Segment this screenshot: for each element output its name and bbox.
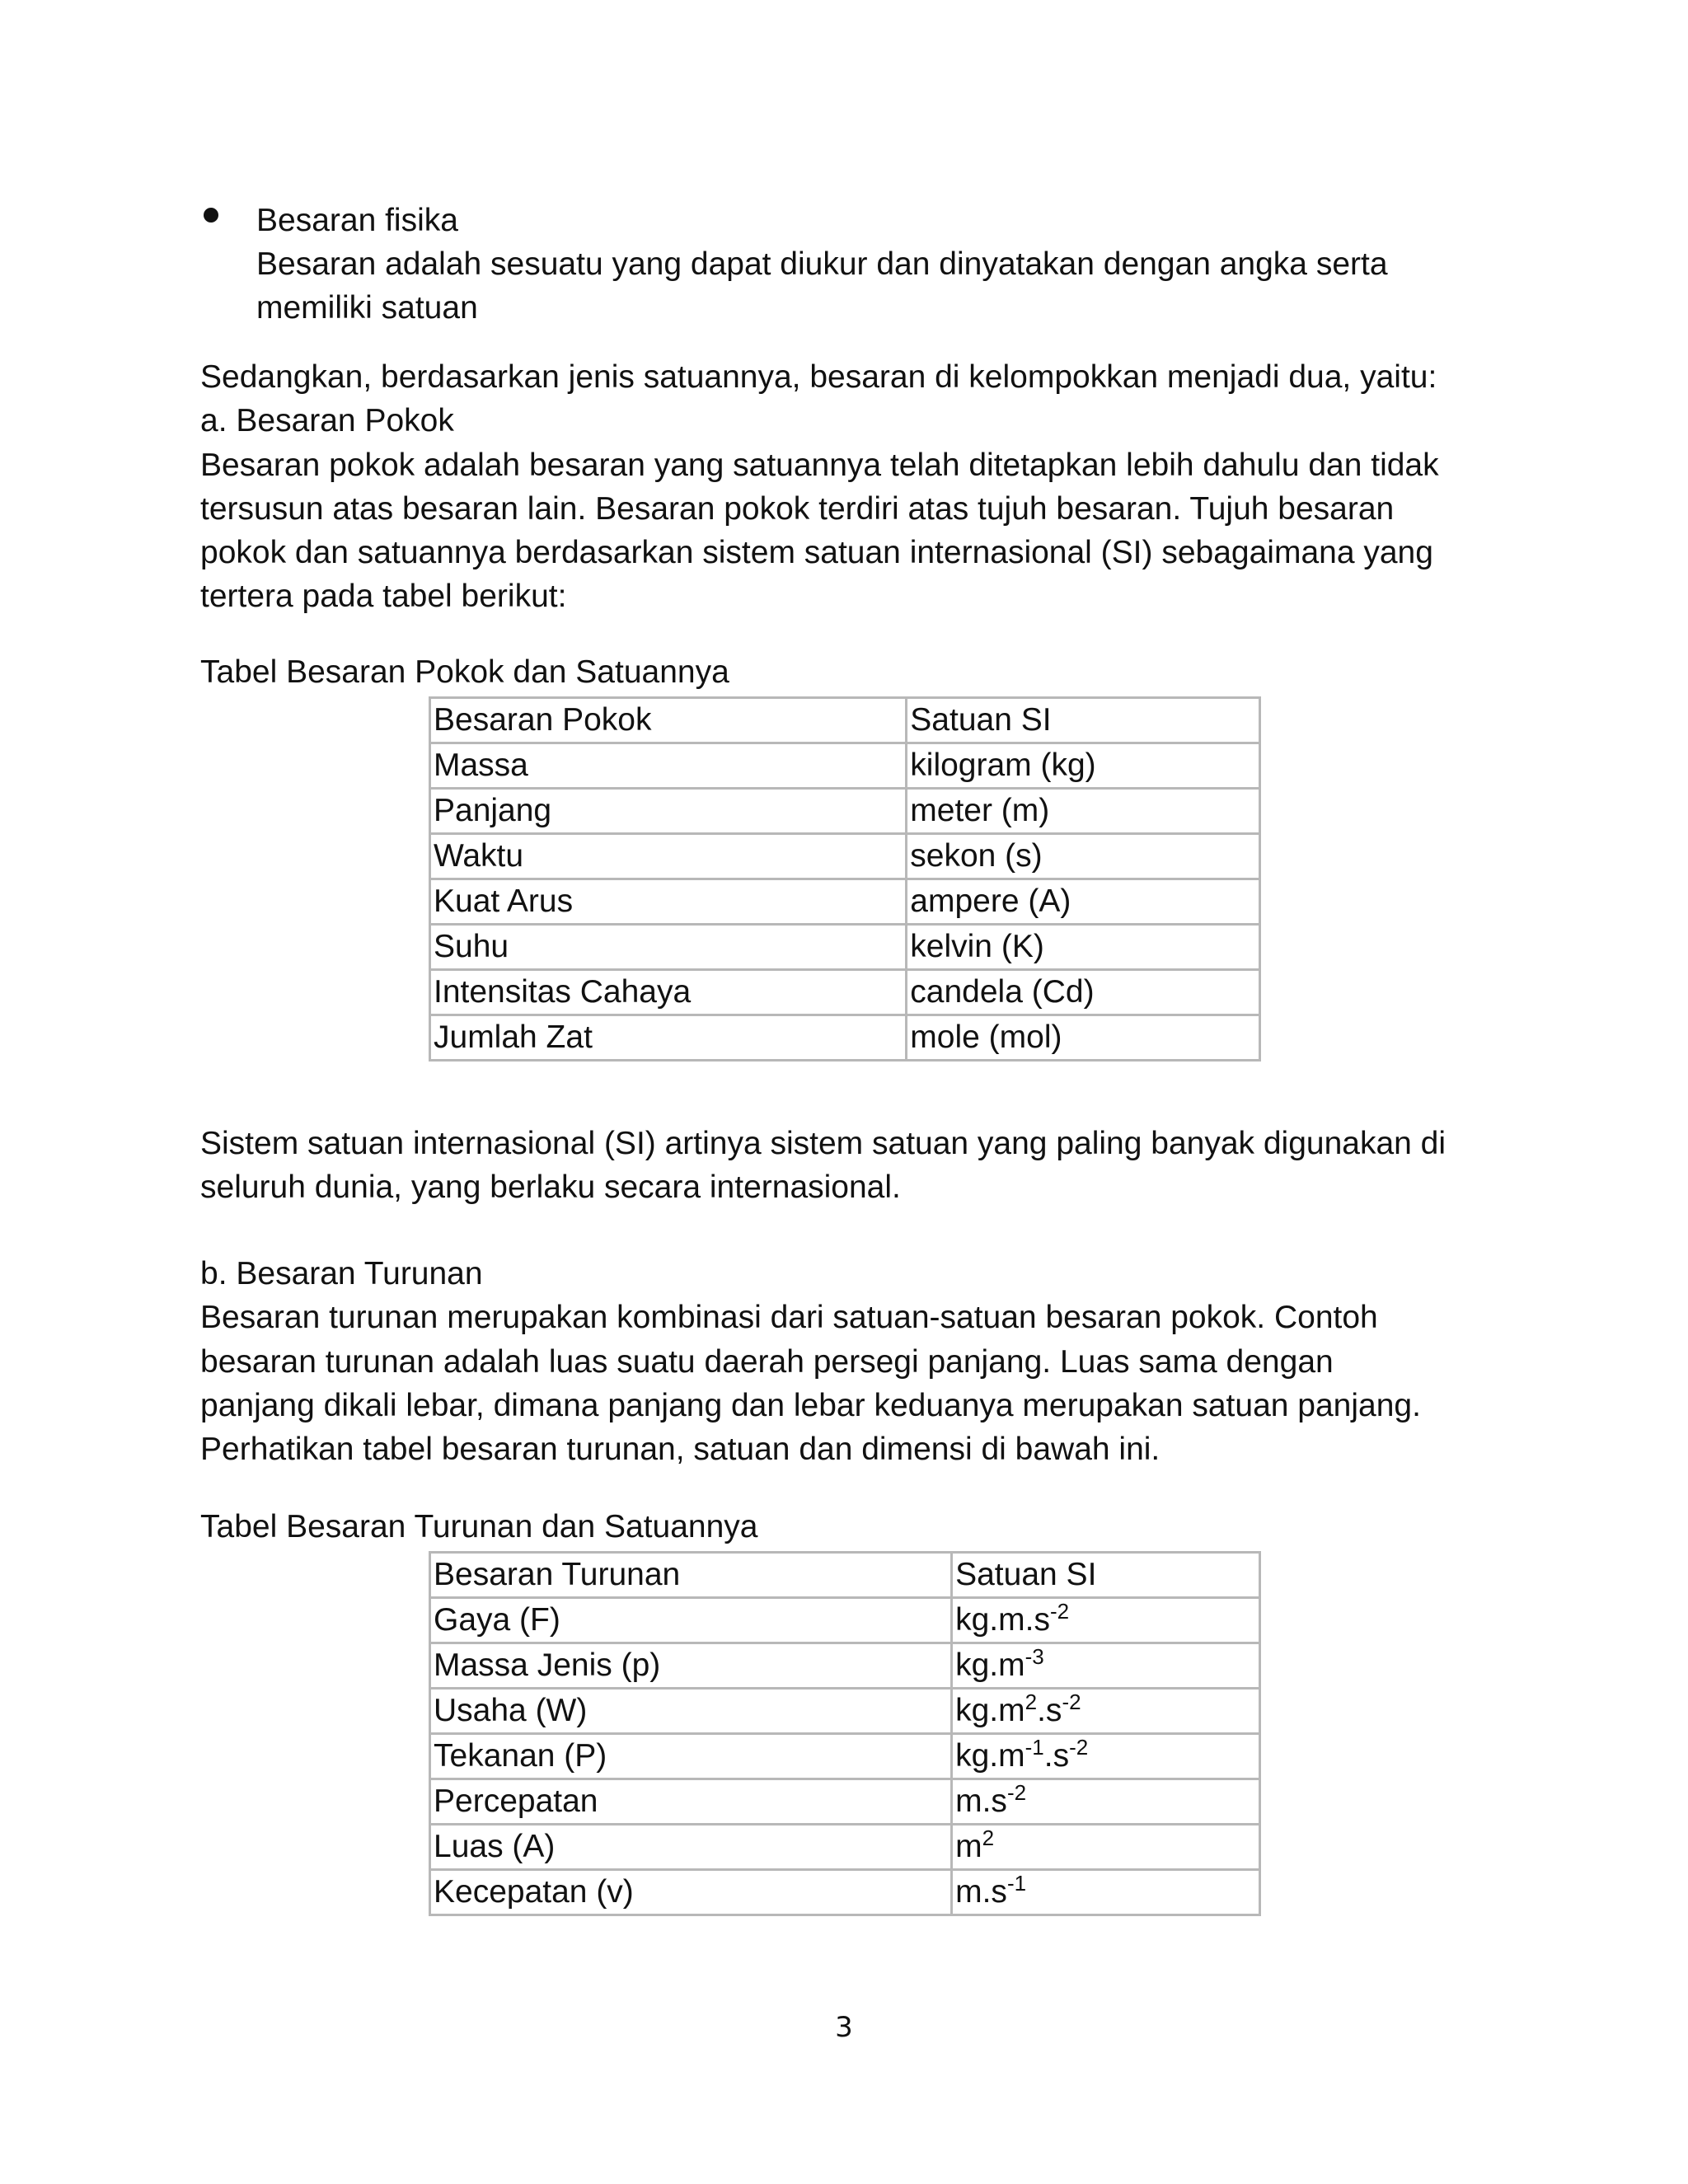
table-row [430,743,1260,789]
bullet-heading: Besaran fisika [256,203,458,238]
unit-base: .s [1043,1738,1070,1774]
unit-cell [952,1598,1260,1643]
table-cell: Massa [430,743,907,789]
unit-exponent: -2 [1006,1780,1027,1805]
table-row [430,1015,1260,1061]
table-cell: mole (mol) [907,1015,1260,1061]
table-row [430,1689,1260,1734]
section-b-heading: b. Besaran Turunan [200,1256,483,1291]
table-cell: Percepatan [430,1779,952,1825]
text-line: Besaran pokok adalah besaran yang satuannya telah ditetapkan lebih dahulu dan tidak [200,447,1439,483]
bullet-block [256,199,1493,330]
table-row [430,970,1260,1015]
table-header-row [430,1553,1260,1598]
table-row [430,1598,1260,1643]
unit-cell [952,1870,1260,1915]
si-note-paragraph [200,1122,1486,1210]
text-line: pokok dan satuannya berdasarkan sistem satuan internasional (SI) sebagaimana yang [200,535,1433,571]
table-row [430,1825,1260,1870]
table2-caption: Tabel Besaran Turunan dan Satuannya [200,1509,758,1544]
unit-cell [952,1779,1260,1825]
table-cell: kilogram (kg) [907,743,1260,789]
table-header-cell: Besaran Pokok [430,698,907,743]
table-cell: Suhu [430,925,907,970]
table-row [430,789,1260,834]
bullet-line: memiliki satuan [256,290,478,326]
table-cell: sekon (s) [907,834,1260,879]
unit-exponent: -2 [1062,1690,1081,1714]
unit-cell [952,1689,1260,1734]
table-cell: Waktu [430,834,907,879]
unit-exponent: 2 [1025,1690,1038,1714]
table-cell: ampere (A) [907,879,1260,925]
text-line: seluruh dunia, yang berlaku secara internasional. [200,1169,901,1206]
table-row [430,1734,1260,1779]
table-header-row [430,698,1260,743]
text-line: tersusun atas besaran lain. Besaran pokok terdiri atas tujuh besaran. Tujuh besaran [200,490,1395,527]
text-line: Sistem satuan internasional (SI) artinya sistem satuan yang paling banyak digunakan di [200,1126,1447,1161]
unit-base: m.s [955,1783,1007,1819]
section-a-heading: a. Besaran Pokok [200,403,454,439]
besaran-pokok-table [429,696,1261,1062]
table-cell: Intensitas Cahaya [430,970,907,1015]
table-row [430,1643,1260,1689]
table-header-cell: Satuan SI [907,698,1260,743]
unit-base: kg.m [955,1738,1025,1774]
table-row [430,1870,1260,1915]
unit-cell [952,1734,1260,1779]
section-b-paragraph [200,1252,1486,1471]
intro-paragraph [200,355,1486,619]
table1-caption: Tabel Besaran Pokok dan Satuannya [200,654,729,690]
table-row [430,925,1260,970]
text-line: panjang dikali lebar, dimana panjang dan lebar keduanya merupakan satuan panjang. [200,1387,1421,1423]
table-cell: candela (Cd) [907,970,1260,1015]
unit-exponent: -2 [1069,1735,1089,1760]
table-cell: meter (m) [907,789,1260,834]
table-cell: Panjang [430,789,907,834]
table-cell: Gaya (F) [430,1598,952,1643]
table-header-cell: Satuan SI [952,1553,1260,1598]
table-cell: Tekanan (P) [430,1734,952,1779]
unit-exponent: -1 [1025,1735,1044,1760]
bullet-line: Besaran adalah sesuatu yang dapat diukur dan dinyatakan dengan angka serta [256,246,1388,282]
unit-base: m [955,1829,982,1864]
table-cell: Kuat Arus [430,879,907,925]
table-cell: Kecepatan (v) [430,1870,952,1915]
unit-base: kg.m [955,1693,1025,1728]
unit-base: .s [1037,1693,1062,1728]
unit-exponent: -3 [1025,1644,1044,1669]
unit-base: kg.m [955,1647,1025,1683]
unit-base: kg.m.s [955,1602,1050,1638]
table-cell: Luas (A) [430,1825,952,1870]
text-line: Perhatikan tabel besaran turunan, satuan dan dimensi di bawah ini. [200,1432,1160,1468]
table-row [430,1779,1260,1825]
text-line: Besaran turunan merupakan kombinasi dari satuan-satuan besaran pokok. Contoh [200,1300,1378,1336]
besaran-turunan-table [429,1551,1261,1916]
unit-base: m.s [955,1874,1007,1910]
unit-exponent: 2 [982,1825,995,1850]
page-number: 3 [835,2011,853,2044]
table-row [430,879,1260,925]
table-cell: Usaha (W) [430,1689,952,1734]
table-cell: Jumlah Zat [430,1015,907,1061]
unit-exponent: -2 [1049,1599,1070,1624]
table-row [430,834,1260,879]
text-line: besaran turunan adalah luas suatu daerah persegi panjang. Luas sama dengan [200,1343,1334,1380]
table-cell: Massa Jenis (p) [430,1643,952,1689]
unit-cell [952,1643,1260,1689]
text-line: tertera pada tabel berikut: [200,579,567,615]
unit-exponent: -1 [1006,1871,1027,1896]
text-line: Sedangkan, berdasarkan jenis satuannya, besaran di kelompokkan menjadi dua, yaitu: [200,359,1437,395]
table-cell: kelvin (K) [907,925,1260,970]
unit-cell [952,1825,1260,1870]
bullet-point-icon [204,208,218,223]
table-header-cell: Besaran Turunan [430,1553,952,1598]
